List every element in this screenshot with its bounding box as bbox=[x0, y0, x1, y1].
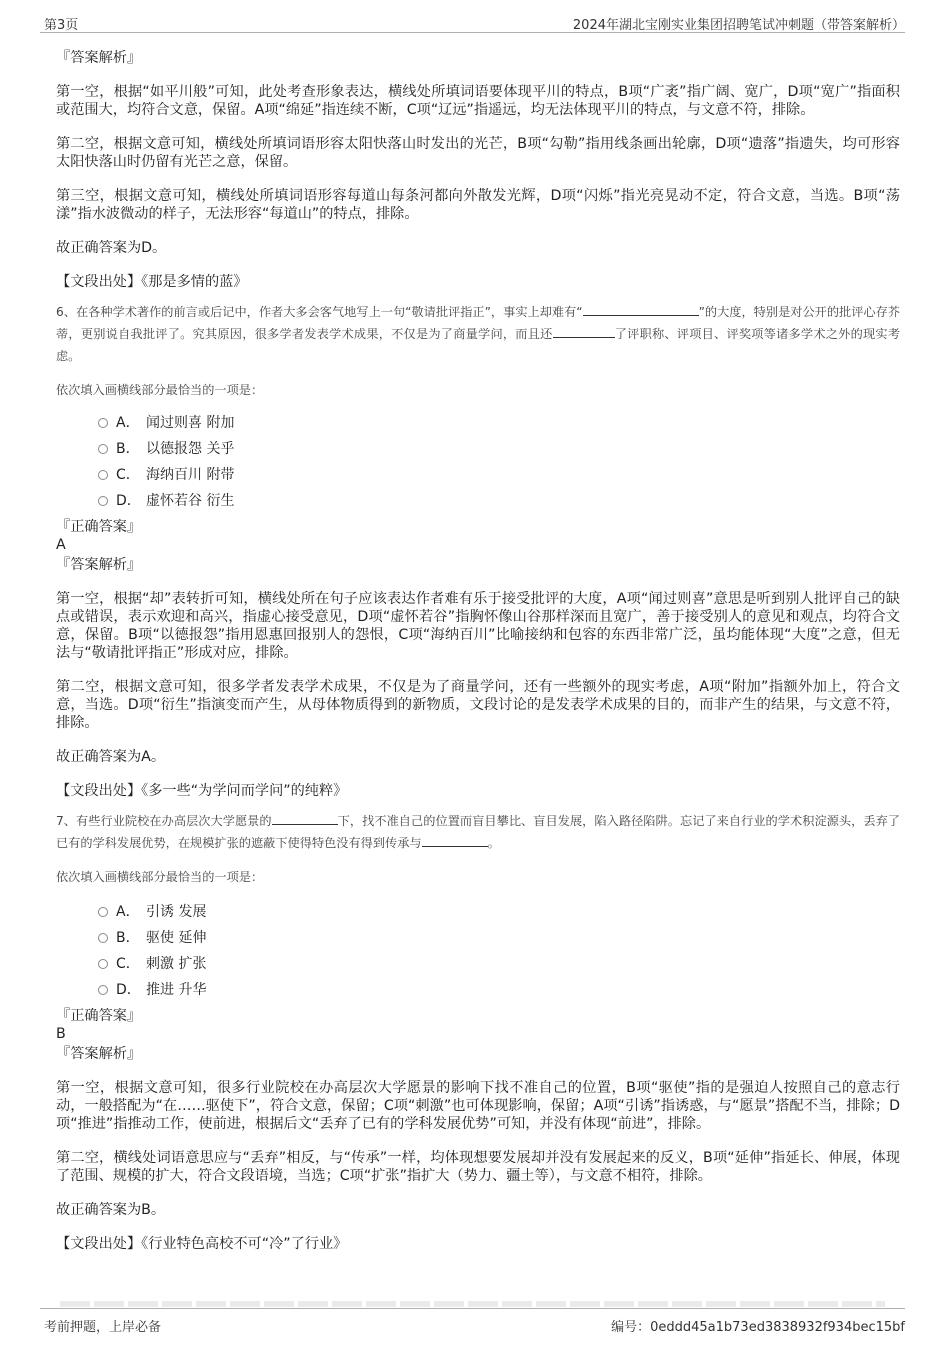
option-b[interactable] bbox=[56, 436, 900, 462]
option-list bbox=[56, 410, 900, 514]
radio-icon[interactable] bbox=[98, 444, 108, 454]
footer-slogan: 考前押题，上岸必备 bbox=[44, 1320, 162, 1335]
option-text: 海纳百川 附带 bbox=[146, 467, 235, 483]
answer-conclusion: 故正确答案为A。 bbox=[56, 749, 166, 765]
analysis-paragraph: 第一空，根据“如平川般”可知，此处考查形象表达，横线处所填词语要体现平川的特点，B项“广袤”指广阔、宽广，D项“宽广”指面积或范围大，均符合文意，保留。A项“绵延”指连续不断，C项“辽远”指遥远，均无法体现平川的特点，与文意不符，排除。 bbox=[56, 84, 900, 118]
radio-icon[interactable] bbox=[98, 907, 108, 917]
option-text: 驱使 延伸 bbox=[146, 930, 207, 946]
option-letter: B． bbox=[116, 441, 140, 457]
source-citation: 【文段出处】《多一些“为学问而学问”的纯粹》 bbox=[56, 783, 348, 799]
answer-conclusion: 故正确答案为D。 bbox=[56, 240, 167, 256]
option-letter: A． bbox=[116, 904, 140, 920]
fill-blank bbox=[422, 834, 488, 847]
option-letter: D． bbox=[116, 493, 141, 509]
page-footer bbox=[40, 1308, 905, 1337]
radio-icon[interactable] bbox=[98, 496, 108, 506]
option-c[interactable] bbox=[56, 951, 900, 977]
analysis-label: 『答案解析』 bbox=[56, 1046, 142, 1062]
radio-icon[interactable] bbox=[98, 418, 108, 428]
option-text: 推进 升华 bbox=[146, 982, 207, 998]
answer-conclusion: 故正确答案为B。 bbox=[56, 1202, 166, 1218]
option-c[interactable] bbox=[56, 462, 900, 488]
correct-answer: B bbox=[56, 1026, 66, 1042]
fill-blank bbox=[553, 325, 615, 338]
radio-icon[interactable] bbox=[98, 959, 108, 969]
fill-blank bbox=[583, 303, 699, 316]
option-a[interactable] bbox=[56, 410, 900, 436]
question-stem: 6、在各种学术著作的前言或后记中，作者大多会客气地写上一句“敬请批评指正”，事实上却难有“ ”的大度，特别是对公开的批评心存芥蒂，更别说自我批评了。究其原因，很多学者发表学术成果，不仅是为了商量学问，而且还 了评职称、评项目、评奖项等诸多学术之外的现实考虑。 bbox=[56, 305, 901, 363]
page-header bbox=[40, 8, 905, 33]
option-letter: A． bbox=[116, 415, 140, 431]
option-list bbox=[56, 899, 900, 1003]
page-number: 第3页 bbox=[44, 18, 79, 33]
question-instruction: 依次填入画横线部分最恰当的一项是： bbox=[56, 383, 264, 397]
document-body bbox=[56, 44, 900, 1253]
option-d[interactable] bbox=[56, 488, 900, 514]
option-a[interactable] bbox=[56, 899, 900, 925]
analysis-paragraph: 第二空，根据文意可知，横线处所填词语形容太阳快落山时发出的光芒，B项“勾勒”指用线条画出轮廓，D项“遗落”指遗失，均可形容太阳快落山时仍留有光芒之意，保留。 bbox=[56, 136, 900, 170]
analysis-paragraph: 第一空，根据文意可知，很多行业院校在办高层次大学愿景的影响下找不准自己的位置，B项“驱使”指的是强迫人按照自己的意志行动，一般搭配为“在……驱使下”，符合文意，保留；C项“刺激”也可体现影响，保留；A项“引诱”指诱惑，与“愿景”搭配不当，排除；D项“推进”指推动工作，使前进，根据后文“丢弃了已有的学科发展优势”可知，并没有体现“前进”，排除。 bbox=[56, 1080, 900, 1132]
radio-icon[interactable] bbox=[98, 985, 108, 995]
option-text: 刺激 扩张 bbox=[146, 956, 207, 972]
analysis-paragraph: 第二空，横线处词语意思应与“丢弃”相反，与“传承”一样，均体现想要发展却并没有发展起来的反义，B项“延伸”指延长、伸展，体现了范围、规模的扩大，符合文段语境，当选；C项“扩张”指扩大（势力、疆土等），与文意不相符，排除。 bbox=[56, 1150, 900, 1184]
correct-answer-label: 『正确答案』 bbox=[56, 1008, 142, 1024]
fill-blank bbox=[272, 812, 338, 825]
option-text: 以德报怨 关乎 bbox=[146, 441, 235, 457]
analysis-paragraph: 第三空，根据文意可知，横线处所填词语形容每道山每条河都向外散发光辉，D项“闪烁”指光亮晃动不定，符合文意，当选。B项“荡漾”指水波微动的样子，无法形容“每道山”的特点，排除。 bbox=[56, 188, 900, 222]
radio-icon[interactable] bbox=[98, 470, 108, 480]
correct-answer: A bbox=[56, 537, 66, 553]
document-title: 2024年湖北宝刚实业集团招聘笔试冲刺题（带答案解析） bbox=[572, 18, 905, 33]
document-id: 编号：0eddd45a1b73ed3838932f934bec15bf bbox=[611, 1320, 905, 1335]
analysis-paragraph: 第二空，根据文意可知，很多学者发表学术成果，不仅是为了商量学问，还有一些额外的现实考虑，A项“附加”指额外加上，符合文意，当选。D项“衍生”指演变而产生，从母体物质得到的新物质，文段讨论的是发表学术成果的目的，而非产生的结果，与文意不符，排除。 bbox=[56, 679, 900, 731]
analysis-paragraph: 第一空，根据“却”表转折可知，横线处所在句子应该表达作者难有乐于接受批评的大度，A项“闻过则喜”意思是听到别人批评自己的缺点或错误，表示欢迎和高兴，指虚心接受意见，D项“虚怀若谷”指胸怀像山谷那样深而且宽广，善于接受别人的意见和观点，均符合文意，保留。B项“以德报怨”指用恩惠回报别人的怨恨，C项“海纳百川”比喻接纳和包容的东西非常广泛，虽均能体现“大度”之意，但无法与“敬请批评指正”形成对应，排除。 bbox=[56, 591, 900, 661]
correct-answer-label: 『正确答案』 bbox=[56, 519, 142, 535]
option-letter: C． bbox=[116, 956, 140, 972]
option-d[interactable] bbox=[56, 977, 900, 1003]
option-letter: C． bbox=[116, 467, 140, 483]
option-letter: D． bbox=[116, 982, 141, 998]
source-citation: 【文段出处】《行业特色高校不可“冷”了行业》 bbox=[56, 1236, 348, 1252]
option-b[interactable] bbox=[56, 925, 900, 951]
question-stem: 7、有些行业院校在办高层次大学愿景的 下，找不准自己的位置而盲目攀比、盲目发展，陷入路径陷阱。忘记了来自行业的学术积淀源头，丢弃了已有的学科发展优势，在规模扩张的遮蔽下使得特色没有得到传承与 。 bbox=[56, 814, 900, 850]
option-text: 引诱 发展 bbox=[146, 904, 207, 920]
analysis-label: 『答案解析』 bbox=[56, 557, 142, 573]
option-text: 虚怀若谷 衍生 bbox=[146, 493, 235, 509]
option-letter: B． bbox=[116, 930, 140, 946]
radio-icon[interactable] bbox=[98, 933, 108, 943]
analysis-label: 『答案解析』 bbox=[56, 50, 142, 66]
question-instruction: 依次填入画横线部分最恰当的一项是： bbox=[56, 870, 264, 884]
cut-off-text-line bbox=[60, 1301, 885, 1307]
option-text: 闻过则喜 附加 bbox=[146, 415, 235, 431]
source-citation: 【文段出处】《那是多情的蓝》 bbox=[56, 274, 248, 290]
